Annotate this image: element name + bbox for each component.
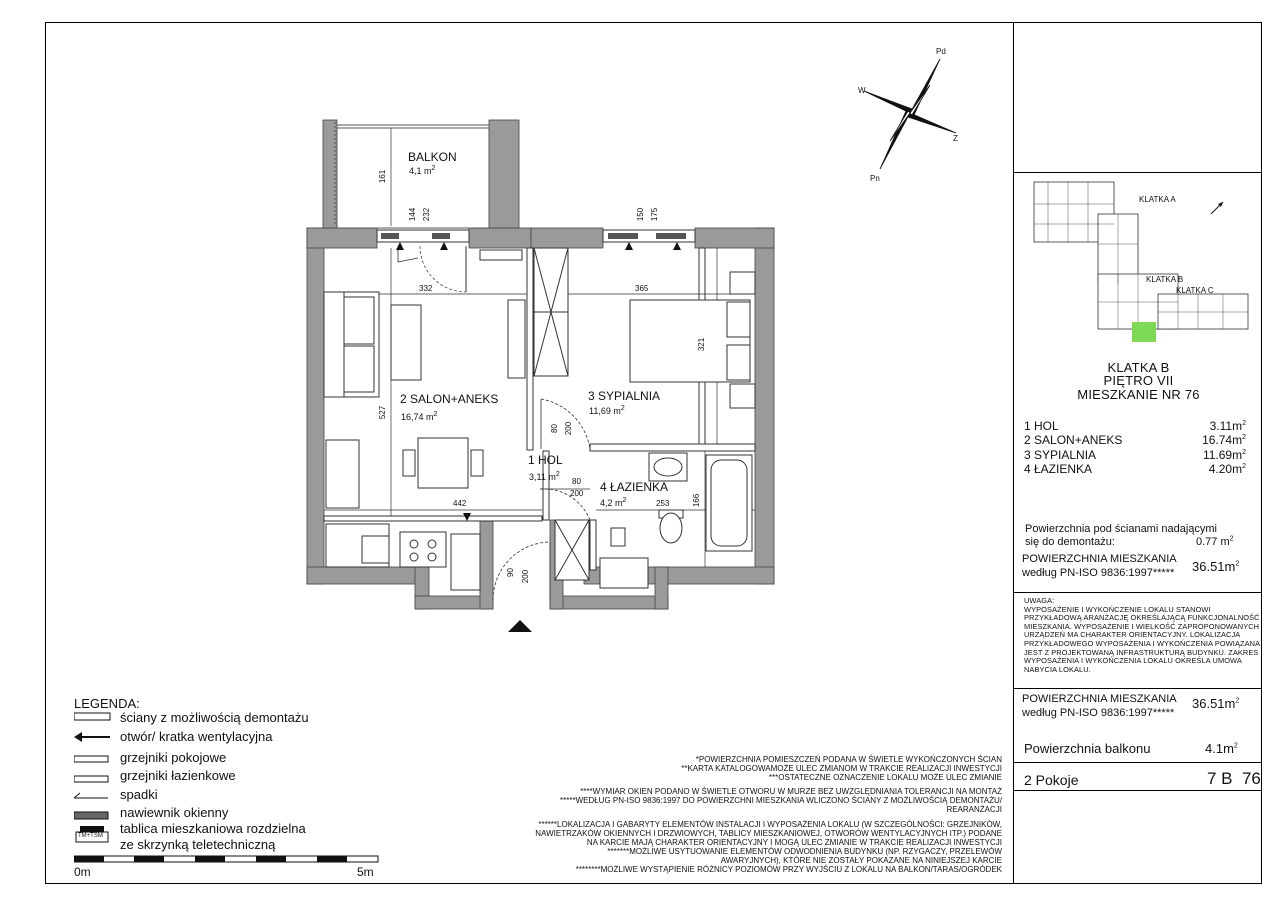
room-balkon-area: 4,1 $m^2$ — [409, 165, 436, 176]
room-salon-name: 2 SALON+ANEKS — [400, 392, 499, 406]
balkon-label: Powierzchnia balkonu — [1024, 741, 1151, 756]
footnote: *POWIERZCHNIA POMIESZCZEŃ PODANA W ŚWIETLE WYKOŃCZONYCH ŚCIAN — [695, 755, 1002, 764]
footnote: AWARYJNYCH), KTÓRE NIE ZOSTAŁY POKAZANE NA NINIEJSZEJ KARCIE — [720, 855, 1002, 865]
apartment-code: 7 B 76 — [1207, 769, 1261, 788]
room-lazienka-area: 4,2 $m^2$ — [600, 497, 627, 508]
pow2-norm: według PN-ISO 9836:1997***** — [1022, 707, 1175, 719]
pow-norm: według PN-ISO 9836:1997***** — [1022, 567, 1175, 579]
dim-label: 144 — [408, 207, 418, 222]
dim-label: 365 — [635, 284, 649, 293]
footnote: ***OSTATECZNE OZNACZENIE LOKALU MOŻE ULEC ZMIANIE — [768, 773, 1002, 783]
room-lazienka-name: 4 ŁAZIENKA — [600, 480, 669, 494]
scale-start: 0m — [74, 865, 91, 879]
dim-label: 150 — [636, 207, 646, 222]
room-sypialnia-name: 3 SYPIALNIA — [588, 389, 661, 403]
scale-bar — [74, 855, 384, 865]
room-sypialnia-area: 11,69 $m^2$ — [589, 405, 625, 416]
legend-item: ściany z możliwością demontażu — [120, 710, 309, 725]
dim-label: 166 — [692, 493, 702, 508]
dim-label: 442 — [453, 499, 467, 508]
keyplan-klatka-b: KLATKA B — [1146, 275, 1184, 284]
rooms-count: 2 Pokoje — [1024, 772, 1079, 788]
dim-label: 90 — [505, 568, 515, 577]
keyplan-klatka-a: KLATKA A — [1139, 195, 1176, 204]
pow-label: POWIERZCHNIA MIESZKANIA — [1022, 553, 1177, 565]
dim-label: 200 — [570, 489, 584, 498]
keyplan-klatka-c: KLATKA C — [1176, 286, 1214, 295]
furniture — [324, 248, 755, 590]
under-walls-label-2: się do demontażu: — [1025, 536, 1115, 548]
room-hol-area: 3,11 $m^2$ — [529, 471, 560, 482]
dim-label: 332 — [419, 284, 433, 293]
footnote: *******MOŻLIWE USYTUOWANIE ELEMENTÓW ODWODNIENIA BUDYNKU (NP. RZYGACZY, PRZELEWÓW — [607, 846, 1002, 856]
dim-label: 253 — [656, 499, 670, 508]
info-title-klatka: KLATKA B — [1107, 360, 1170, 375]
info-title-pietro: PIĘTRO VII — [1103, 373, 1174, 388]
dim-label: 175 — [650, 207, 660, 222]
balkon-value: $4.1m^2$ — [1205, 741, 1238, 756]
dim-label: 80 — [572, 477, 581, 486]
footnote: REARANŻACJI — [946, 805, 1002, 815]
room-balkon-name: BALKON — [408, 150, 457, 164]
footnote: ********MOŻLIWE WYSTĄPIENIE RÓŻNICY POZIOMÓW PRZY WYJŚCIU Z LOKALU NA BALKON/TARAS/OGRÓDEK — [575, 865, 1002, 875]
scale-end: 5m — [357, 865, 374, 879]
legend-item: tablica mieszkaniowa rozdzielna — [120, 821, 306, 836]
footnote: ****WYMIAR OKIEN PODANO W ŚWIETLE OTWORU W MURZE BEZ UWZGLĘDNIANIA TOLERANCJI NA MONTAŻ — [580, 787, 1002, 797]
under-walls-label-1: Powierzchnia pod ścianami nadającymi — [1025, 523, 1217, 535]
footnote: NAWIETRZAKÓW OKIENNYCH I DRZWIOWYCH, TABLICY MIESZKANIOWEJ, OTWORÓW WENTYLACYJNYCH ITP.) PODANE — [535, 828, 1002, 838]
pow2-value: $36.51m^2$ — [1192, 696, 1240, 711]
compass-icon — [850, 45, 970, 190]
room-hol-name: 1 HOL — [528, 453, 563, 467]
footnotes — [535, 755, 1002, 874]
room-row: 2 SALON+ANEKS $16.74m^2$ — [1024, 433, 1246, 447]
dim-label: 321 — [697, 337, 707, 352]
dim-label: 161 — [378, 169, 388, 184]
info-panel — [1013, 22, 1262, 884]
legend-item: ze skrzynką teletechniczną — [120, 837, 276, 852]
legend-title: LEGENDA: — [74, 696, 140, 711]
footnote: *****WEDŁUG PN-ISO 9836:1997 DO POWIERZCHNI MIESZKANIA WLICZONO ŚCIANY Z MOŻLIWOŚCIĄ DEMONTAŻU/ — [560, 796, 1002, 806]
dim-label: 200 — [564, 421, 574, 436]
legend-item: otwór/ kratka wentylacyjna — [120, 729, 273, 744]
footnote: ******LOKALIZACJA I GABARYTY ELEMENTÓW INSTALACJI I WYPOSAŻENIA LOKALU (W SZCZEGÓLNOŚCI: GRZEJNIKÓW, — [538, 819, 1002, 829]
room-salon-area: 16,74 $m^2$ — [401, 411, 438, 422]
info-title-mieszkanie: MIESZKANIE NR 76 — [1077, 387, 1200, 402]
compass-e-label: Z — [953, 134, 958, 143]
entrance-marker — [508, 620, 532, 632]
room-row: 4 ŁAZIENKA $4.20m^2$ — [1024, 462, 1246, 476]
footnote: NA KARCIE MAJĄ CHARAKTER ORIENTACYJNY I MOGĄ ULEC ZMIANIE W TRAKCIE REALIZACJI INWESTYCJI — [586, 837, 1002, 847]
legend-tm-box: TM+TSM — [78, 833, 103, 839]
legend-item: grzejniki łazienkowe — [120, 768, 236, 783]
legend-item: grzejniki pokojowe — [120, 750, 227, 765]
room-row: 3 SYPIALNIA $11.69m^2$ — [1024, 448, 1246, 462]
compass-s-label: Pn — [870, 174, 880, 183]
apartment-highlight — [1132, 322, 1156, 342]
compass-w-label: W — [858, 86, 866, 95]
compass-n-label: Pd — [936, 47, 946, 56]
footnote: **KARTA KATALOGOWAMOŻE ULEC ZMIANOM W TRAKCIE REALIZACJI INWESTYCJI — [681, 764, 1002, 774]
dim-label: 200 — [521, 569, 531, 584]
under-walls-value: 0.77 $m^2$ — [1196, 535, 1234, 548]
legend-item: nawiewnik okienny — [120, 805, 229, 820]
legend-symbols — [74, 712, 118, 850]
uwaga-note: UWAGA: WYPOSAŻENIE I WYKOŃCZENIE LOKALU STANOWI PRZYKŁADOWĄ ARANŻACJĘ OKREŚLAJĄCĄ FUNKCJONALNOŚĆ MIESZKANIA. WYPOSAŻENIE I WIELKOŚĆ ZAPROPONOWANYCH URZĄDZEŃ MA CHARAKTER ORIENTACYJNY. LOKALIZACJA PRZYKŁADOWEGO WYPOSAŻENIA I WYKOŃCZENIA POWIĄZANA JEST Z PROJEKTOWANĄ INFRASTRUKTURĄ BUDYNKU. ZAKRES WYPOSAŻENIA I WYKOŃCZENIA LOKALU OKREŚLA UMOWA NABYCIA LOKALU. — [1024, 596, 1261, 674]
pow2-label: POWIERZCHNIA MIESZKANIA — [1022, 693, 1177, 705]
dim-label: 80 — [549, 424, 559, 433]
pow-value: $36.51m^2$ — [1192, 559, 1240, 574]
legend-item: spadki — [120, 787, 158, 802]
dim-label: 232 — [422, 207, 432, 222]
room-row: 1 HOL $3.11m^2$ — [1024, 419, 1246, 433]
dim-label: 527 — [378, 405, 388, 420]
